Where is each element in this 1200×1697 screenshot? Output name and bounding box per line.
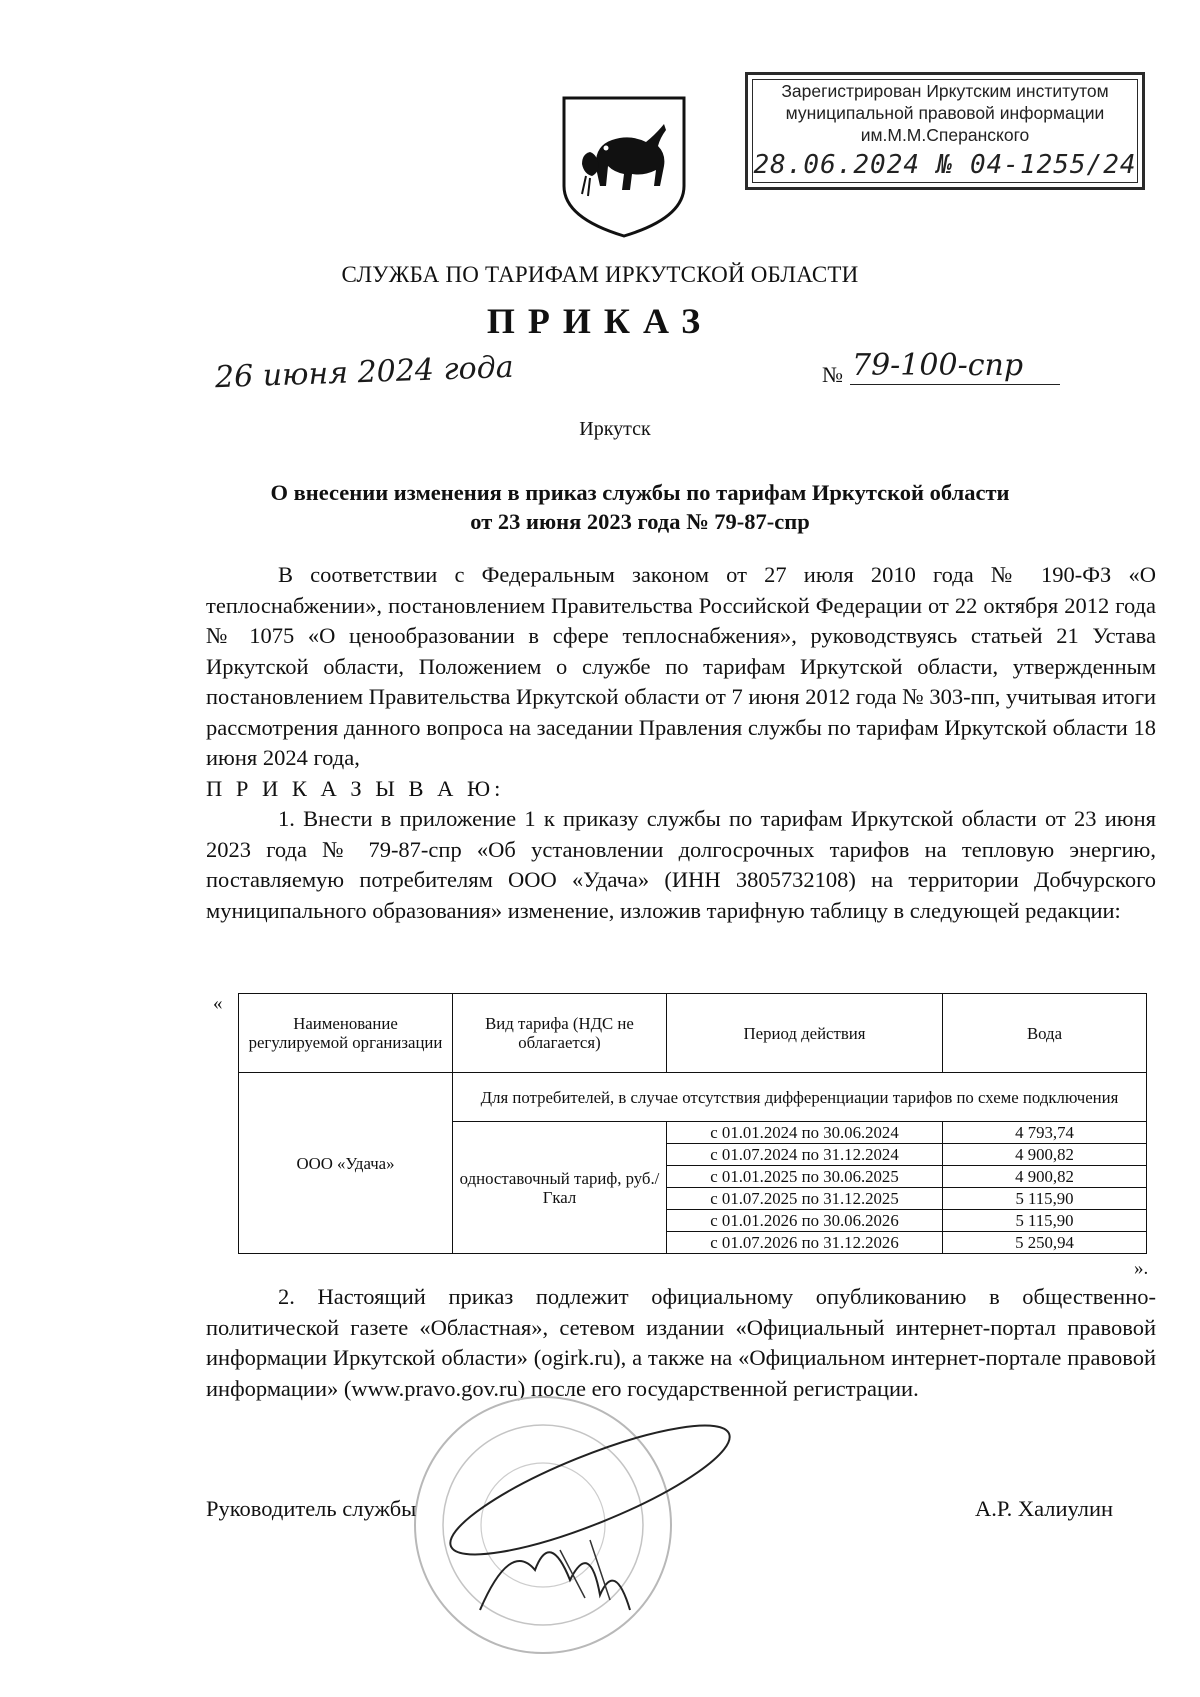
- table-close-quote: ».: [1134, 1258, 1149, 1279]
- tariff-name-cell: одноставочный тариф, руб./Гкал: [453, 1122, 667, 1254]
- handwritten-date: 26 июня 2024 года: [214, 349, 515, 396]
- stamp-line-2: муниципальной правовой информации: [785, 103, 1105, 123]
- stamp-registration: [753, 150, 1137, 180]
- header-org: Наименование регулируемой организации: [239, 994, 453, 1073]
- item-1-paragraph: 1. Внести в приложение 1 к приказу службы по тарифам Иркутской области от 23 июня 2023 года № 79-87-спр «Об установлении долгосрочных тарифов на тепловую энергию, поставляемую потребителям ООО «Удача» (ИНН 3805732108) на территории Добчурского муниципального образования» изменение, изложив тарифную таблицу в следующей редакции:: [206, 806, 1156, 923]
- number-sign: №: [822, 362, 843, 387]
- period-cell: с 01.07.2024 по 31.12.2024: [667, 1144, 943, 1166]
- header-water: Вода: [943, 994, 1147, 1073]
- service-name: СЛУЖБА ПО ТАРИФАМ ИРКУТСКОЙ ОБЛАСТИ: [341, 262, 859, 287]
- preamble-paragraph: В соответствии с Федеральным законом от 27 июля 2010 года № 190-ФЗ «О теплоснабжении», постановлением Правительства Российской Федерации от 22 октября 2012 года № 1075 «О ценообразовании в сфере теплоснабжения», руководствуясь статьей 21 Устава Иркутской области, Положением о службе по тарифам Иркутской области, утвержденным постановлением Правительства Иркутской области от 7 июня 2012 года № 303-пп, учитывая итоги рассмотрения данного вопроса на заседании Правления службы по тарифам Иркутской области 18 июня 2024 года,: [206, 562, 1156, 770]
- org-name-cell: ООО «Удача»: [239, 1073, 453, 1254]
- table-subheader-row: [239, 1073, 1147, 1122]
- document-title: [180, 478, 1100, 536]
- period-cell: с 01.01.2025 по 30.06.2025: [667, 1166, 943, 1188]
- item-2-block: [206, 1282, 1156, 1404]
- number-underline: [850, 384, 1060, 385]
- city: Иркутск: [579, 418, 651, 440]
- handwritten-signature-icon: [440, 1420, 740, 1620]
- header-tariff-type: Вид тарифа (НДС не облагается): [453, 994, 667, 1073]
- order-word: П Р И К А З Ы В А Ю:: [206, 775, 505, 801]
- item-2-paragraph: 2. Настоящий приказ подлежит официальному опубликованию в общественно-политической газете «Областная», сетевом издании «Официальный интернет-портал правовой информации Иркутской области» (ogirk.ru), а также на «Официальном интернет-портале правовой информации» (www.pravo.gov.ru) после его государственной регистрации.: [206, 1284, 1156, 1401]
- value-cell: 5 115,90: [943, 1210, 1147, 1232]
- value-cell: 4 900,82: [943, 1166, 1147, 1188]
- period-cell: с 01.01.2026 по 30.06.2026: [667, 1210, 943, 1232]
- value-cell: 4 793,74: [943, 1122, 1147, 1144]
- stamp-line-3: им.М.М.Сперанского: [860, 125, 1030, 145]
- header-period: Период действия: [667, 994, 943, 1073]
- tariff-table: [238, 993, 1147, 1254]
- title-line-2: от 23 июня 2023 года № 79-87-спр: [470, 509, 810, 534]
- handwritten-number: 79-100-спр: [852, 348, 1024, 383]
- subheader-cell: Для потребителей, в случае отсутствия дифференциации тарифов по схеме подключения: [453, 1073, 1147, 1122]
- period-cell: с 01.01.2024 по 30.06.2024: [667, 1122, 943, 1144]
- table-header-row: [239, 994, 1147, 1073]
- period-cell: с 01.07.2025 по 31.12.2025: [667, 1188, 943, 1210]
- stamp-line-1: Зарегистрирован Иркутским институтом: [781, 81, 1109, 101]
- registration-stamp: [745, 72, 1145, 190]
- coat-of-arms-icon: [560, 94, 688, 240]
- title-line-1: О внесении изменения в приказ службы по тарифам Иркутской области: [270, 480, 1010, 505]
- stamp-reg-sign: №: [936, 150, 954, 180]
- signer-name: А.Р. Халиулин: [975, 1496, 1114, 1521]
- document-type: ПРИКАЗ: [486, 301, 714, 341]
- value-cell: 5 115,90: [943, 1188, 1147, 1210]
- stamp-reg-number: 04-1255/24: [969, 150, 1137, 180]
- value-cell: 5 250,94: [943, 1232, 1147, 1254]
- document-body: [206, 560, 1156, 926]
- table-open-quote: «: [213, 993, 223, 1014]
- signer-role: Руководитель службы: [206, 1496, 417, 1521]
- period-cell: с 01.07.2026 по 31.12.2026: [667, 1232, 943, 1254]
- stamp-reg-date: 28.06.2024: [753, 150, 921, 180]
- value-cell: 4 900,82: [943, 1144, 1147, 1166]
